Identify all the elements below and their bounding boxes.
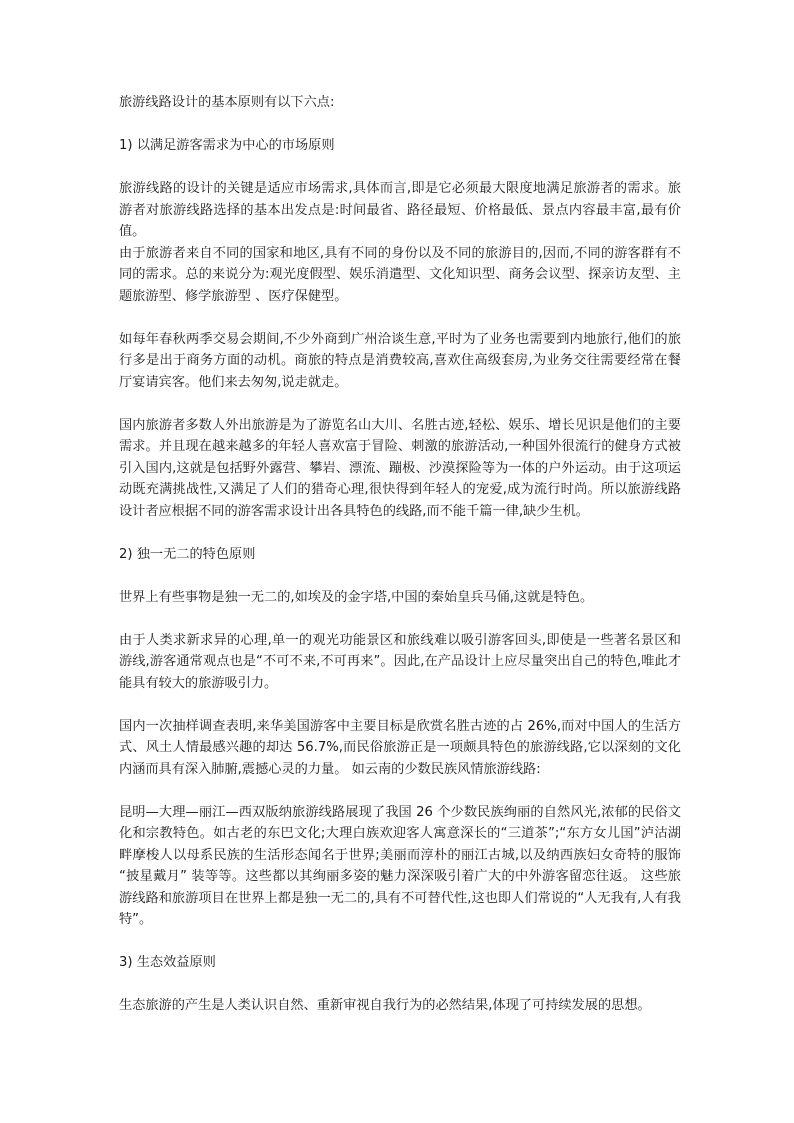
paragraph: 如每年春秋两季交易会期间,不少外商到广州洽谈生意,平时为了业务也需要到内地旅行,他们的旅行多是出于商务方面的动机。商旅的特点是消费较高,喜欢住高级套房,为业务交往需要经常在餐厅宴请宾客。他们来去匆匆,说走就走。 <box>119 331 681 390</box>
paragraph: 世界上有些事物是独一无二的,如埃及的金字塔,中国的秦始皇兵马俑,这就是特色。 <box>119 589 594 605</box>
paragraph: 由于人类求新求异的心理,单一的观光功能景区和旅线难以吸引游客回头,即使是一些著名景区和游线,游客通常观点也是“不可不来,不可再来”。因此,在产品设计上应尽量突出自己的特色,唯此才能具有较大的旅游吸引力。 <box>119 632 681 691</box>
paragraph: 由于旅游者来自不同的国家和地区,具有不同的身份以及不同的旅游目的,因而,不同的游客群有不同的需求。总的来说分为:观光度假型、娱乐消遣型、文化知识型、商务会议型、探亲访友型、主题旅游型、修学旅游型 、医疗保健型。 <box>119 245 681 304</box>
section-heading-2: 2) 独一无二的特色原则 <box>119 546 256 562</box>
paragraph: 国内一次抽样调查表明,来华美国游客中主要目标是欣赏名胜古迹的占 26%,而对中国人的生活方式、风土人情最感兴趣的却达 56.7%,而民俗旅游正是一项颇具特色的旅游线路,它以深刻的文化内涵而具有深入肺腑,震撼心灵的力量。 如云南的少数民族风情旅游线路: <box>119 718 681 777</box>
intro-line: 旅游线路设计的基本原则有以下六点: <box>119 95 335 110</box>
paragraph: 国内旅游者多数人外出旅游是为了游览名山大川、名胜古迹,轻松、娱乐、增长见识是他们的主要需求。并且现在越来越多的年轻人喜欢富于冒险、刺激的旅游活动,一种国外很流行的健身方式被引入国内,这就是包括野外露营、攀岩、漂流、蹦极、沙漠探险等为一体的户外运动。由于这项运动既充满挑战性,又满足了人们的猎奇心理,很快得到年轻人的宠爱,成为流行时尚。所以旅游线路设计者应根据不同的游客需求设计出各具特色的线路,而不能千篇一律,缺少生机。 <box>119 417 681 519</box>
paragraph: 旅游线路的设计的关键是适应市场需求,具体而言,即是它必须最大限度地满足旅游者的需求。旅游者对旅游线路选择的基本出发点是:时间最省、路径最短、价格最低、景点内容最丰富,最有价值。 <box>119 181 681 239</box>
paragraph: 生态旅游的产生是人类认识自然、重新审视自我行为的必然结果,体现了可持续发展的思想。 <box>119 998 651 1013</box>
paragraph: 昆明—大理—丽江—西双版纳旅游线路展现了我国 26 个少数民族绚丽的自然风光,浓郁的民俗文化和宗教特色。如古老的东巴文化;大理白族欢迎客人寓意深长的“三道茶”;“东方女儿国”泸沽湖畔摩梭人以母系民族的生活形态闻名于世界;美丽而淳朴的丽江古城,以及纳西族妇女奇特的服饰 “披星戴月” 装等等。这些都以其绚丽多姿的魅力深深吸引着广大的中外游客留恋往返。 这些旅游线路和旅游项目在世界上都是独一无二的,具有不可替代性,这也即人们常说的“人无我有,人有我特”。 <box>119 804 681 927</box>
section-heading-1: 1) 以满足游客需求为中心的市场原则 <box>119 138 335 153</box>
section-heading-3: 3) 生态效益原则 <box>119 955 216 970</box>
document-page <box>119 92 681 1038</box>
